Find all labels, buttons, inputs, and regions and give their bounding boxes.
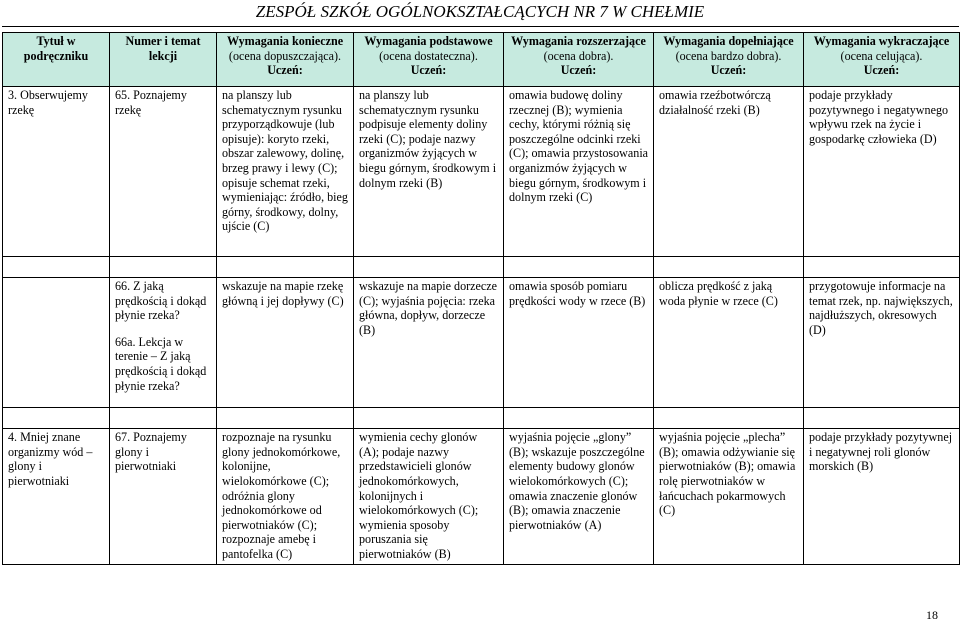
col-header-rozszerzajace: Wymagania rozszerzające (ocena dobra). Uczeń: (504, 33, 654, 87)
header-rule (2, 26, 959, 27)
page-header (0, 0, 960, 28)
table-row (3, 278, 960, 408)
lesson-66: 66. Z jaką prędkością i dokąd płynie rzeka? (115, 279, 207, 323)
cell-rozszerzajace: wyjaśnia pojęcie „glony” (B); wskazuje poszczególne elementy budowy glonów wielokomórkowych (C); omawia znaczenie glonów (B); omawia znaczenie pierwotniaków (A) (504, 429, 654, 565)
cell-konieczne: na planszy lub schematycznym rysunku przyporządkowuje (lub opisuje): koryto rzeki, obszar zalewowy, dolinę, brzeg prawy i lewy (C); opisuje schemat rzeki, wymieniając: źródło, bieg górny, środkowy, dolny, ujście (C) (217, 87, 354, 257)
col-header-wykraczajace: Wymagania wykraczające (ocena celująca). Uczeń: (804, 33, 960, 87)
cell-rozszerzajace: omawia budowę doliny rzecznej (B); wymienia cechy, którymi różnią się poszczególne odcinki rzeki (C); omawia przystosowania organizmów żyjących w biegu górnym, środkowym i dolnym rzeki (C) (504, 87, 654, 257)
cell-lesson: 65. Poznajemy rzekę (110, 87, 217, 257)
col-header-konieczne: Wymagania konieczne (ocena dopuszczająca). Uczeń: (217, 33, 354, 87)
requirements-table (2, 32, 960, 565)
school-name: ZESPÓŁ SZKÓŁ OGÓLNOKSZTAŁCĄCYCH NR 7 W CHEŁMIE (255, 2, 705, 21)
col-header-podstawowe: Wymagania podstawowe (ocena dostateczna). Uczeń: (354, 33, 504, 87)
col-header-lesson: Numer i temat lekcji (110, 33, 217, 87)
table-header-row (3, 33, 960, 87)
cell-wykraczajace: podaje przykłady pozytywnej i negatywnej roli glonów morskich (B) (804, 429, 960, 565)
cell-wykraczajace: podaje przykłady pozytywnego i negatywnego wpływu rzek na życie i gospodarkę człowieka (D) (804, 87, 960, 257)
col-header-title: Tytuł w podręczniku (3, 33, 110, 87)
cell-podstawowe: wskazuje na mapie dorzecze (C); wyjaśnia pojęcia: rzeka główna, dopływ, dorzecze (B) (354, 278, 504, 408)
cell-dopelniajace: omawia rzeźbotwórczą działalność rzeki (B) (654, 87, 804, 257)
col-header-dopelniajace: Wymagania dopełniające (ocena bardzo dobra). Uczeń: (654, 33, 804, 87)
lesson-66a: 66a. Lekcja w terenie – Z jaką prędkością i dokąd płynie rzeka? (115, 334, 207, 393)
cell-title (3, 278, 110, 408)
table-row (3, 87, 960, 257)
cell-lesson (110, 278, 217, 408)
cell-rozszerzajace: omawia sposób pomiaru prędkości wody w rzece (B) (504, 278, 654, 408)
page-number: 18 (926, 608, 938, 622)
cell-konieczne: rozpoznaje na rysunku glony jednokomórkowe, kolonijne, wielokomórkowe (C); odróżnia glony jednokomórkowe od pierwotniaków (C); rozpoznaje amebę i pantofelka (C) (217, 429, 354, 565)
row-separator (3, 257, 960, 278)
cell-title: 4. Mniej znane organizmy wód – glony i pierwotniaki (3, 429, 110, 565)
cell-title: 3. Obserwujemy rzekę (3, 87, 110, 257)
cell-podstawowe: wymienia cechy glonów (A); podaje nazwy przedstawicieli glonów jednokomórkowych, kolonijnych i wielokomórkowych (C); wymienia sposoby poruszania się pierwotniaków (B) (354, 429, 504, 565)
cell-podstawowe: na planszy lub schematycznym rysunku podpisuje elementy doliny rzeki (C); podaje nazwy organizmów żyjących w biegu górnym, środkowym i dolnym rzeki (B) (354, 87, 504, 257)
cell-dopelniajace: oblicza prędkość z jaką woda płynie w rzece (C) (654, 278, 804, 408)
cell-lesson: 67. Poznajemy glony i pierwotniaki (110, 429, 217, 565)
cell-dopelniajace: wyjaśnia pojęcie „plecha” (B); omawia odżywianie się pierwotniaków (B); omawia rolę pierwotniaków w łańcuchach pokarmowych (C) (654, 429, 804, 565)
row-separator (3, 408, 960, 429)
cell-konieczne: wskazuje na mapie rzekę główną i jej dopływy (C) (217, 278, 354, 408)
cell-wykraczajace: przygotowuje informacje na temat rzek, np. największych, najdłuższych, okresowych (D) (804, 278, 960, 408)
table-row (3, 429, 960, 565)
